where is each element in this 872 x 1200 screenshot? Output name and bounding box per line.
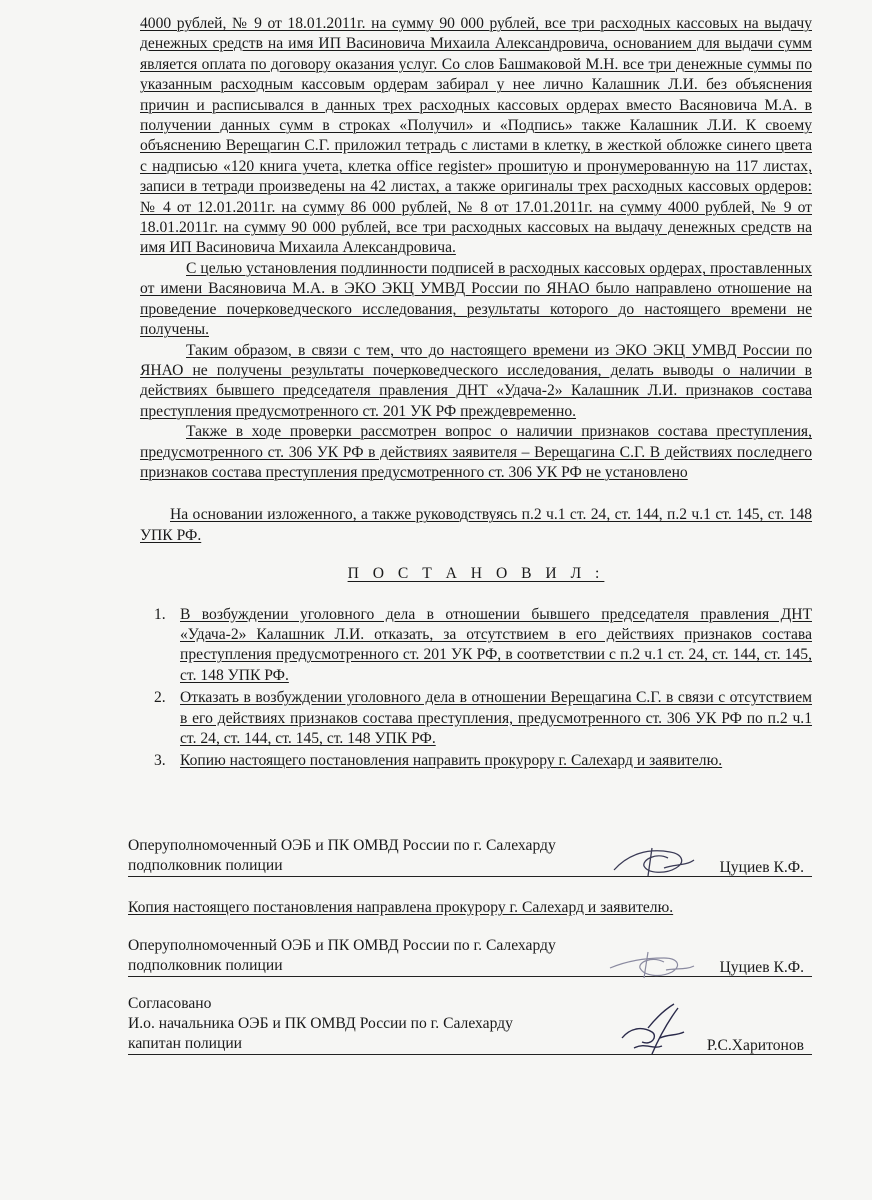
signature-line: [128, 956, 812, 978]
decision-item: 1. В возбуждении уголовного дела в отношении бывшего председателя правления ДНТ «Удача-2» Калашник Л.И. отказать, за отсутствием в его действиях признаков состава преступления предусмотренного ст. 201 УК РФ, в соответствии с п.2 ч.1 ст. 24, ст. 144, ст. 145, ст. 148 УПК РФ.: [154, 605, 812, 684]
signature-rule: [128, 976, 812, 977]
paragraph-conclusion-201: Таким образом, в связи с тем, что до настоящего времени из ЭКО ЭКЦ УМВД России по ЯНАО не получены результаты почерковедческого исследования, делать выводы о наличии в действиях бывшего председателя правления ДНТ «Удача-2» Калашник Л.И. признаков состава преступления предусмотренного ст. 201 УК РФ преждевременно.: [140, 341, 812, 420]
signature-line: [128, 1034, 812, 1056]
signer-position: Оперуполномоченный ОЭБ и ПК ОМВД России по г. Салехарду: [128, 837, 556, 854]
paragraph-evidence: 4000 рублей, № 9 от 18.01.2011г. на сумму 90 000 рублей, все три расходных кассовых на выдачу денежных средств на имя ИП Васиновича Михаила Александровича, основанием для выдачи сумм является оплата по договору оказания услуг. Со слов Башмаковой М.Н. все три денежные суммы по указанным расходным кассовым ордерам забирал у нее лично Калашник Л.И. без объяснения причин и расписывался в данных трех расходных кассовых ордерах вместо Васяновича М.А. в получении данных сумм в строках «Получил» и «Подпись» также Калашник Л.И. К своему объяснению Верещагин С.Г. приложил тетрадь с листами в клетку, в жесткой обложке синего цвета с надписью «120 книга учета, клетка office register» прошитую и пронумерованную на 117 листах, записи в тетради произведены на 42 листах, а также оригиналы трех расходных кассовых ордеров: № 4 от 12.01.2011г. на сумму 86 000 рублей, № 8 от 17.01.2011г. на сумму 4000 рублей, № 9 от 18.01.2011г. на сумму 90 000 рублей, все три расходных кассовых на выдачу денежных средств на имя ИП Васиновича Михаила Александровича.: [140, 15, 812, 257]
resolution-title: П О С Т А Н О В И Л :: [347, 565, 605, 583]
signer-rank: подполковник полиции: [128, 857, 283, 874]
signer-name: Цуциев К.Ф.: [719, 959, 804, 976]
copy-note: Копия настоящего постановления направлена прокурору г. Салехард и заявителю.: [128, 899, 674, 916]
paragraph-handwriting-exam: С целью установления подлинности подписей в расходных кассовых ордерах, проставленных от имени Васяновича М.А. в ЭКО ЭКЦ УМВД России по ЯНАО было направлено отношение на проведение почерковедческого исследования, результаты которого до настоящего времени не получены.: [140, 259, 812, 339]
handwritten-signature-1: [608, 844, 698, 878]
document-body: [140, 14, 812, 774]
signer-rank: подполковник полиции: [128, 957, 283, 974]
approver-position: И.о. начальника ОЭБ и ПК ОМВД России по г. Салехарду: [128, 1015, 513, 1032]
decision-item: 3. Копию настоящего постановления направить прокурору г. Салехард и заявителю.: [154, 752, 723, 770]
approver-rank: капитан полиции: [128, 1035, 243, 1052]
approval-label: Согласовано: [128, 995, 212, 1012]
signature-block-2: [128, 936, 812, 978]
signer-name: Цуциев К.Ф.: [719, 859, 804, 876]
handwritten-signature-3: [612, 998, 692, 1062]
signer-position: Оперуполномоченный ОЭБ и ПК ОМВД России по г. Салехарду: [128, 937, 556, 954]
signature-line: [128, 856, 812, 878]
paragraph-legal-basis: На основании изложенного, а также руководствуясь п.2 ч.1 ст. 24, ст. 144, п.2 ч.1 ст. 145, ст. 148 УПК РФ.: [140, 506, 812, 544]
signature-block-1: [128, 836, 812, 878]
decision-list: [140, 605, 812, 772]
approver-name: Р.С.Харитонов: [706, 1037, 804, 1054]
handwritten-signature-2: [606, 946, 696, 980]
decision-item: 2. Отказать в возбуждении уголовного дела в отношении Верещагина С.Г. в связи с отсутствием в его действиях признаков состава преступления, предусмотренного ст. 306 УК РФ по п.2 ч.1 ст. 24, ст. 144, ст. 145, ст. 148 УПК РФ.: [154, 689, 812, 747]
approval-block: [128, 994, 812, 1056]
signature-rule: [128, 876, 812, 877]
paragraph-conclusion-306: Также в ходе проверки рассмотрен вопрос о наличии признаков состава преступления, предусмотренного ст. 306 УК РФ в действиях заявителя – Верещагина С.Г. В действиях последнего признаков состава преступления предусмотренного ст. 306 УК РФ не установлено: [140, 423, 812, 481]
